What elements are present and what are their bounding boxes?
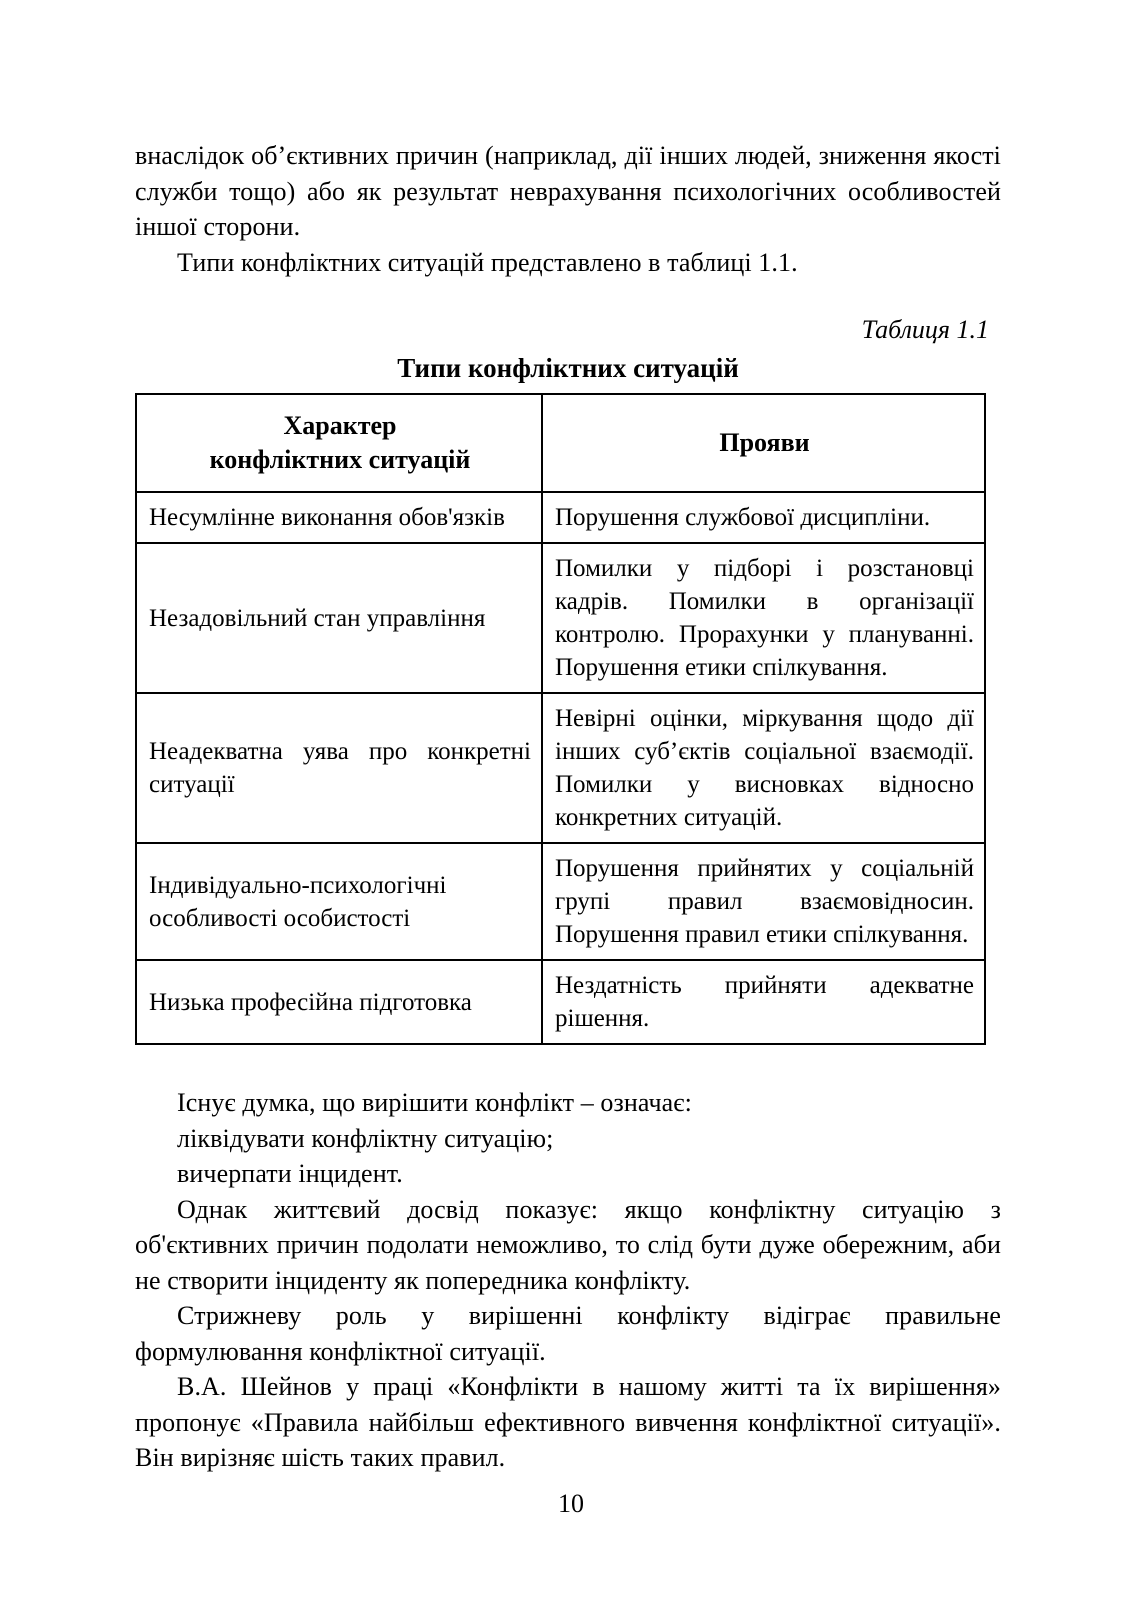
paragraph-sheinov: В.А. Шейнов у праці «Конфлікти в нашому житті та їх вирішення» пропонує «Правила найбільш ефективного вивчення конфліктної ситуації». Він вирізняє шість таких правил. bbox=[135, 1372, 1001, 1472]
table-row bbox=[136, 693, 985, 843]
paragraph-list-item-1: ліквідувати конфліктну ситуацію; bbox=[177, 1123, 554, 1153]
paragraph-intro-continuation: внаслідок об’єктивних причин (наприклад, дії інших людей, зниження якості служби тощо) або як результат неврахування психологічних особливостей іншої сторони. bbox=[135, 141, 1001, 241]
column-header-character bbox=[136, 394, 542, 492]
cell-character: Індивідуально-психологічні особливості особистості bbox=[136, 843, 542, 960]
column-header-manifestations: Прояви bbox=[542, 394, 985, 492]
table-body bbox=[136, 492, 985, 1044]
page-number: 10 bbox=[558, 1489, 584, 1518]
page-content bbox=[135, 138, 1001, 1476]
cell-manifestation: Помилки у підборі і розстановці кадрів. Помилки в організації контролю. Прорахунки у плануванні. Порушення етики спілкування. bbox=[542, 543, 985, 693]
table-header-row bbox=[136, 394, 985, 492]
cell-manifestation: Нездатність прийняти адекватне рішення. bbox=[542, 960, 985, 1044]
cell-character: Незадовільний стан управління bbox=[136, 543, 542, 693]
table-row bbox=[136, 960, 985, 1044]
paragraph-opinion: Існує думка, що вирішити конфлікт – означає: bbox=[177, 1088, 692, 1117]
table-row bbox=[136, 543, 985, 693]
cell-manifestation: Порушення службової дисципліни. bbox=[542, 492, 985, 543]
paragraph-table-reference: Типи конфліктних ситуацій представлено в таблиці 1.1. bbox=[177, 247, 798, 277]
table-row bbox=[136, 492, 985, 543]
table-head bbox=[136, 394, 985, 492]
table-row bbox=[136, 843, 985, 960]
cell-manifestation: Порушення прийнятих у соціальній групі правил взаємовідносин. Порушення правил етики спілкування. bbox=[542, 843, 985, 960]
cell-character: Низька професійна підготовка bbox=[136, 960, 542, 1044]
paragraph-list-item-2: вичерпати інцидент. bbox=[177, 1159, 403, 1188]
cell-manifestation: Невірні оцінки, міркування щодо дії інших суб’єктів соціальної взаємодії. Помилки у висновках відносно конкретних ситуацій. bbox=[542, 693, 985, 843]
cell-character: Неадекватна уява про конкретні ситуації bbox=[136, 693, 542, 843]
cell-character: Несумлінне виконання обов'язків bbox=[136, 492, 542, 543]
column-header-character-line1: Характер bbox=[283, 411, 397, 440]
paragraph-life-experience: Однак життєвий досвід показує: якщо конфліктну ситуацію з об'єктивних причин подолати неможливо, то слід бути дуже обережним, аби не створити інциденту як попередника конфлікту. bbox=[135, 1194, 1001, 1295]
table-label: Таблиця 1.1 bbox=[861, 315, 989, 344]
table-title: Типи конфліктних ситуацій bbox=[397, 353, 739, 383]
post-table-text bbox=[135, 1085, 1001, 1476]
paragraph-core-role: Стрижневу роль у вирішенні конфлікту відіграє правильне формулювання конфліктної ситуації. bbox=[135, 1301, 1001, 1366]
column-header-character-line2: конфліктних ситуацій bbox=[209, 445, 471, 474]
conflict-situations-table bbox=[135, 393, 986, 1045]
